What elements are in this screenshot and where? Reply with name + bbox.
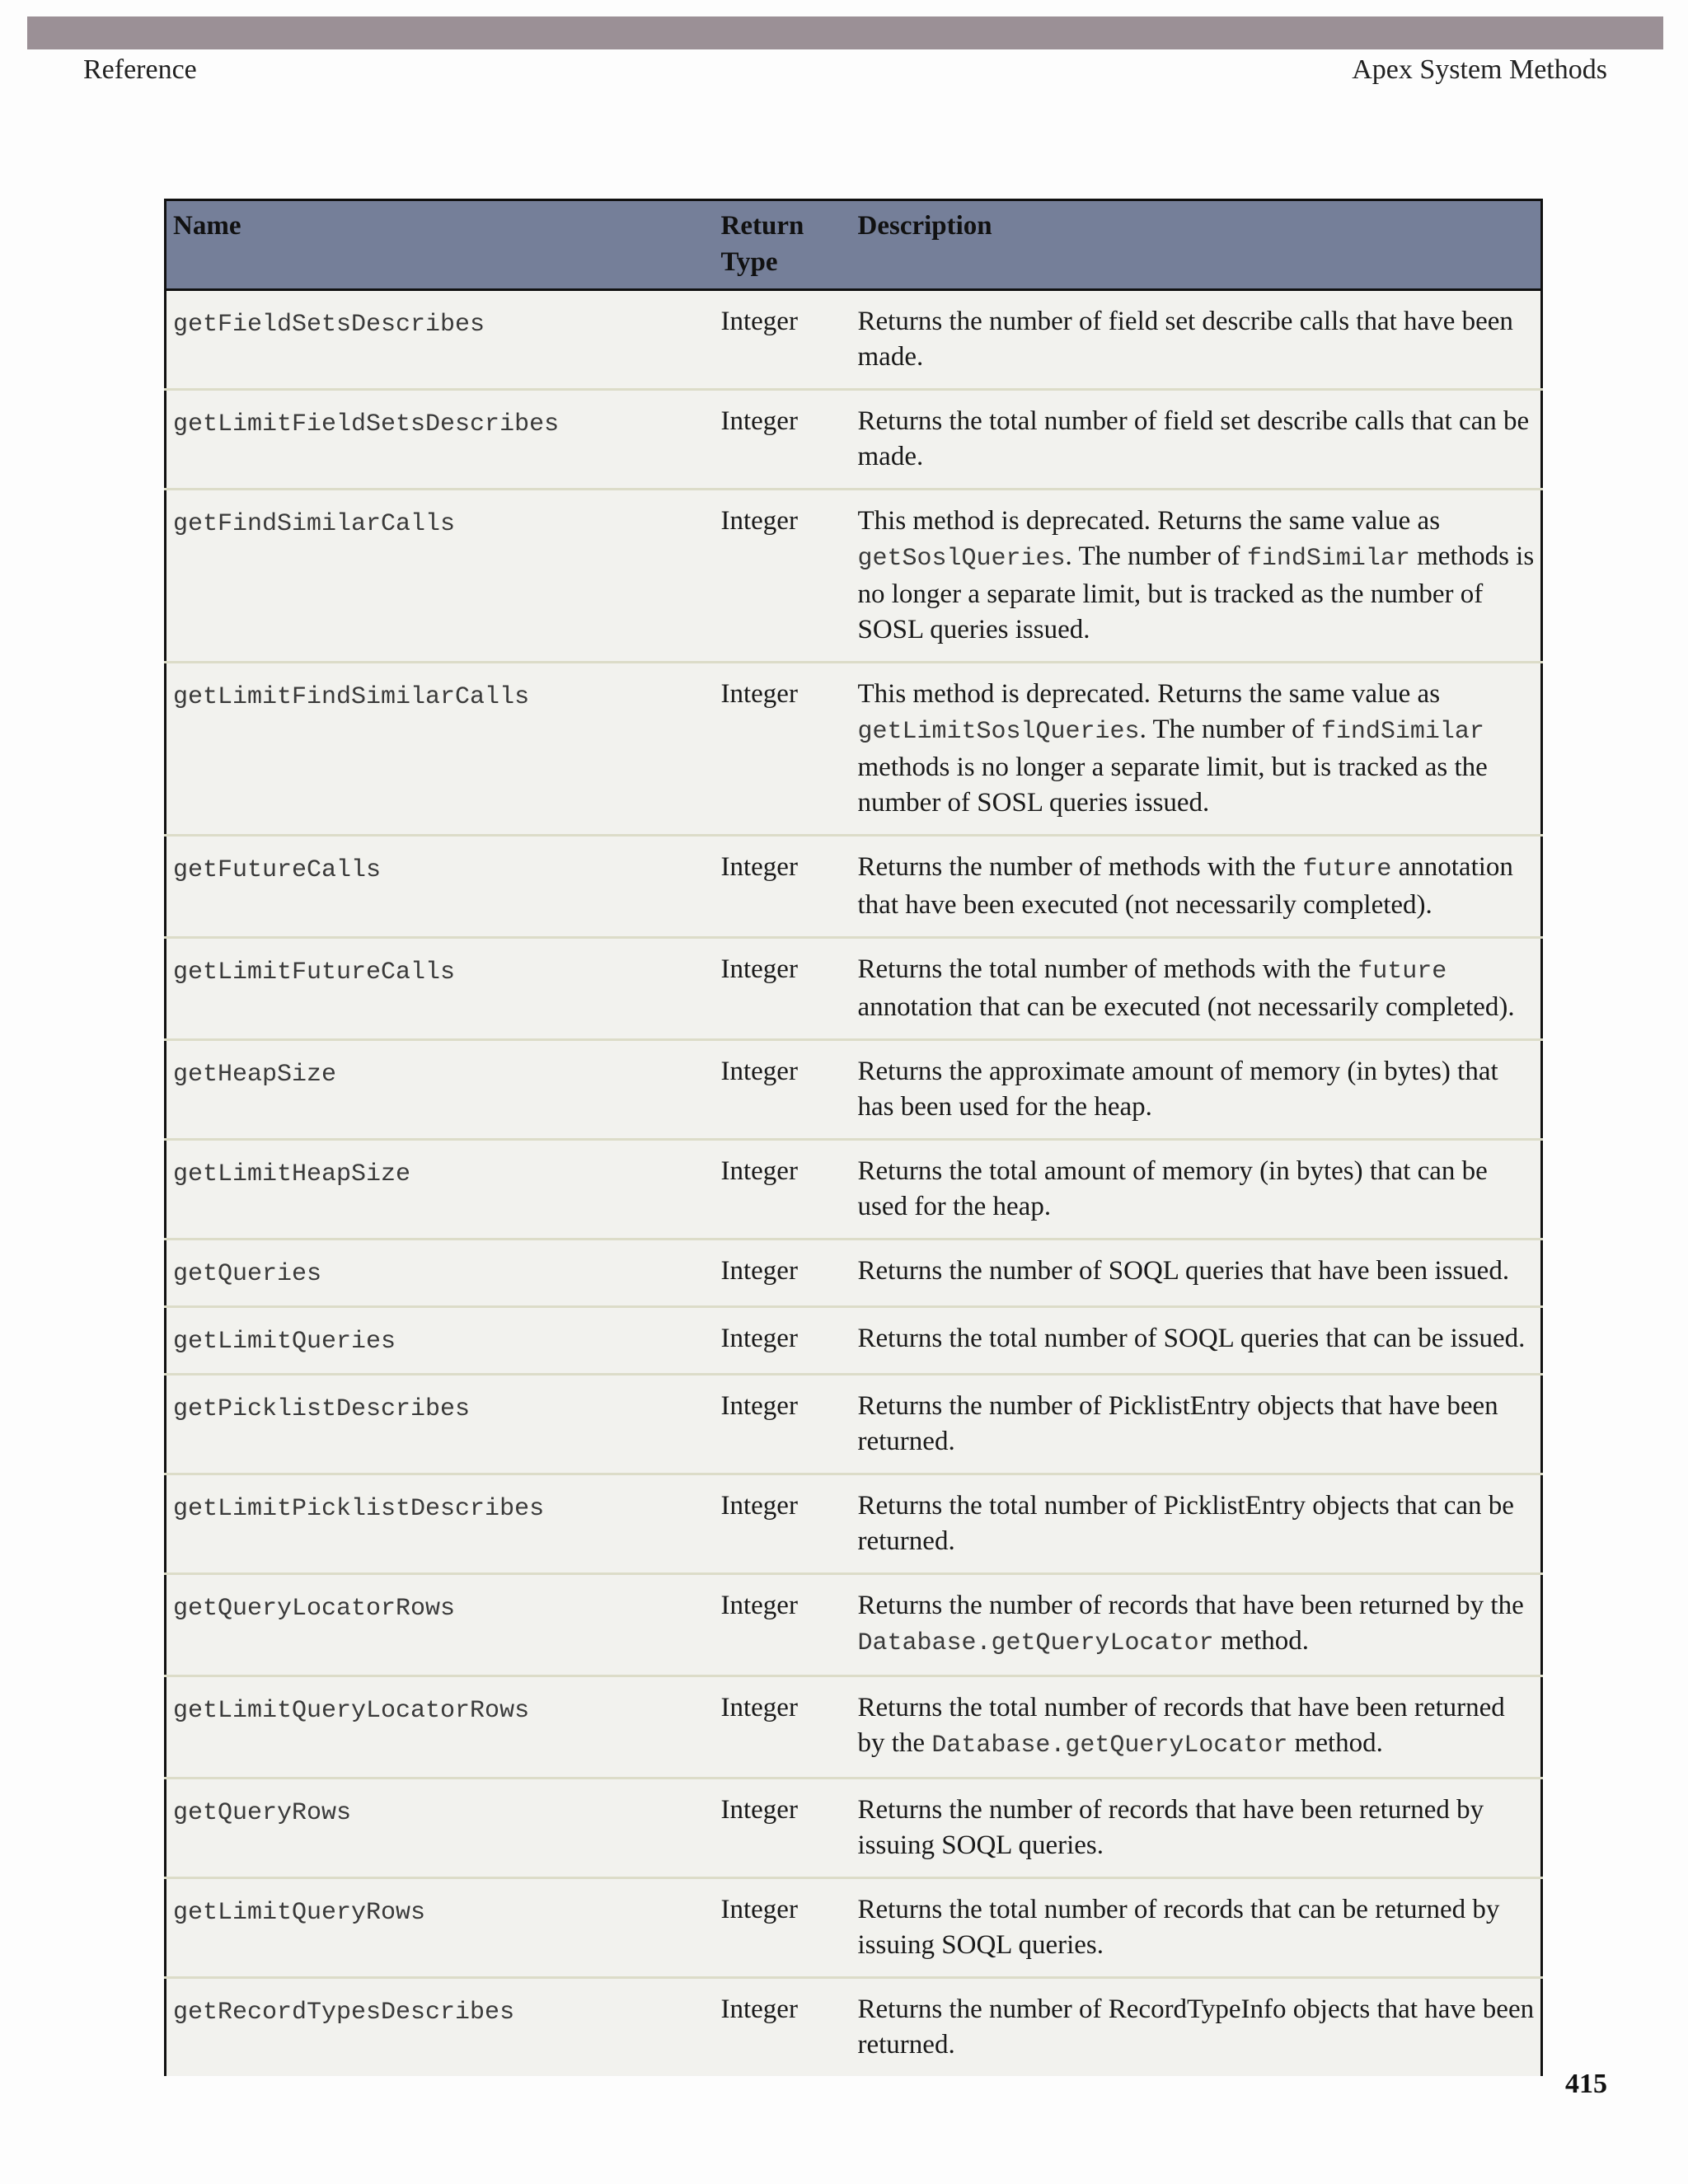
description-text: Returns the total number of records that have been returned by the: [857, 1693, 1505, 1758]
table-row: [166, 836, 1542, 938]
table-row: [166, 1375, 1542, 1474]
description-text: This method is deprecated. Returns the same value as: [857, 679, 1441, 709]
return-type: Integer: [715, 1240, 851, 1307]
method-description: [851, 390, 1542, 490]
column-header-return-type: Return Type: [715, 200, 851, 290]
return-type: Integer: [715, 490, 851, 663]
description-text: Returns the total number of field set describe calls that can be made.: [857, 406, 1530, 471]
description-text: Returns the number of SOQL queries that have been issued.: [857, 1256, 1510, 1286]
method-name: getLimitFieldSetsDescribes: [166, 390, 715, 490]
method-name: getLimitFutureCalls: [166, 938, 715, 1040]
return-type: Integer: [715, 1474, 851, 1574]
column-header-name: Name: [166, 200, 715, 290]
table-row: [166, 1676, 1542, 1779]
description-text: method.: [1287, 1728, 1383, 1758]
return-type: Integer: [715, 1676, 851, 1779]
return-type: Integer: [715, 390, 851, 490]
return-type: Integer: [715, 1040, 851, 1140]
description-text: Returns the approximate amount of memory (in bytes) that has been used for the heap.: [857, 1057, 1498, 1122]
method-description: [851, 836, 1542, 938]
table-header-row: [166, 200, 1542, 290]
return-type: Integer: [715, 938, 851, 1040]
table-row: [166, 1878, 1542, 1978]
method-description: [851, 1676, 1542, 1779]
description-text: . The number of: [1065, 541, 1247, 571]
method-name: getQueryLocatorRows: [166, 1574, 715, 1676]
return-type: Integer: [715, 1307, 851, 1375]
description-text: Returns the total number of methods with the: [857, 954, 1358, 984]
methods-table: [164, 199, 1543, 2076]
method-name: getFutureCalls: [166, 836, 715, 938]
table-row: [166, 663, 1542, 836]
method-name: getLimitQueryLocatorRows: [166, 1676, 715, 1779]
running-header-right: Apex System Methods: [1352, 54, 1607, 85]
table-row: [166, 1574, 1542, 1676]
inline-code: findSimilar: [1246, 545, 1410, 573]
description-text: annotation that have been executed (not necessarily completed).: [857, 852, 1513, 920]
return-type: Integer: [715, 1574, 851, 1676]
method-name: getLimitPicklistDescribes: [166, 1474, 715, 1574]
description-text: Returns the total number of records that can be returned by issuing SOQL queries.: [857, 1895, 1500, 1960]
page-number: 415: [1565, 2069, 1607, 2099]
table-body: [166, 290, 1542, 2077]
inline-code: future: [1302, 855, 1392, 883]
description-text: Returns the total number of SOQL queries that can be issued.: [857, 1324, 1526, 1353]
description-text: . The number of: [1139, 715, 1321, 744]
method-name: getLimitFindSimilarCalls: [166, 663, 715, 836]
description-text: Returns the number of field set describe calls that have been made.: [857, 307, 1513, 372]
description-text: Returns the total amount of memory (in bytes) that can be used for the heap.: [857, 1156, 1488, 1221]
method-name: getHeapSize: [166, 1040, 715, 1140]
inline-code: Database.getQueryLocator: [857, 1629, 1214, 1657]
method-description: [851, 1140, 1542, 1240]
return-type: Integer: [715, 1978, 851, 2077]
description-text: methods is no longer a separate limit, but is tracked as the number of SOSL queries issued.: [857, 752, 1488, 818]
method-description: [851, 490, 1542, 663]
description-text: Returns the number of records that have been returned by issuing SOQL queries.: [857, 1795, 1484, 1860]
method-name: getLimitHeapSize: [166, 1140, 715, 1240]
method-description: [851, 1574, 1542, 1676]
inline-code: Database.getQueryLocator: [931, 1732, 1288, 1760]
table-row: [166, 390, 1542, 490]
method-description: [851, 938, 1542, 1040]
description-text: methods is no longer a separate limit, but is tracked as the number of SOSL queries issued.: [857, 541, 1535, 644]
running-header-left: Reference: [83, 54, 197, 85]
description-text: Returns the total number of PicklistEntry objects that can be returned.: [857, 1491, 1514, 1556]
inline-code: getLimitSoslQueries: [857, 718, 1140, 746]
method-description: [851, 1978, 1542, 2077]
method-name: getRecordTypesDescribes: [166, 1978, 715, 2077]
table-row: [166, 1779, 1542, 1878]
return-type: Integer: [715, 1375, 851, 1474]
table-row: [166, 938, 1542, 1040]
description-text: method.: [1213, 1626, 1310, 1656]
return-type: Integer: [715, 1779, 851, 1878]
method-name: getFieldSetsDescribes: [166, 290, 715, 390]
method-description: [851, 1878, 1542, 1978]
return-type: Integer: [715, 290, 851, 390]
method-name: getFindSimilarCalls: [166, 490, 715, 663]
method-name: getLimitQueries: [166, 1307, 715, 1375]
method-name: getQueryRows: [166, 1779, 715, 1878]
method-description: [851, 1779, 1542, 1878]
method-description: [851, 1307, 1542, 1375]
table-row: [166, 290, 1542, 390]
table-row: [166, 1140, 1542, 1240]
return-type: Integer: [715, 663, 851, 836]
methods-table-container: [164, 199, 1540, 2076]
method-description: [851, 1474, 1542, 1574]
method-description: [851, 663, 1542, 836]
description-text: Returns the number of PicklistEntry objects that have been returned.: [857, 1391, 1498, 1456]
description-text: Returns the number of records that have been returned by the: [857, 1591, 1524, 1620]
inline-code: findSimilar: [1320, 718, 1484, 746]
table-row: [166, 1474, 1542, 1574]
table-row: [166, 490, 1542, 663]
method-description: [851, 1040, 1542, 1140]
description-text: Returns the number of methods with the: [857, 852, 1303, 882]
table-row: [166, 1240, 1542, 1307]
top-bar: [27, 16, 1663, 49]
method-description: [851, 1375, 1542, 1474]
description-text: annotation that can be executed (not necessarily completed).: [857, 992, 1515, 1022]
return-type: Integer: [715, 1878, 851, 1978]
description-text: Returns the number of RecordTypeInfo objects that have been returned.: [857, 1994, 1535, 2060]
description-text: This method is deprecated. Returns the same value as: [857, 506, 1441, 536]
method-name: getLimitQueryRows: [166, 1878, 715, 1978]
return-type: Integer: [715, 836, 851, 938]
inline-code: getSoslQueries: [857, 545, 1066, 573]
table-row: [166, 1978, 1542, 2077]
method-name: getQueries: [166, 1240, 715, 1307]
method-name: getPicklistDescribes: [166, 1375, 715, 1474]
table-row: [166, 1307, 1542, 1375]
method-description: [851, 1240, 1542, 1307]
table-row: [166, 1040, 1542, 1140]
return-type: Integer: [715, 1140, 851, 1240]
method-description: [851, 290, 1542, 390]
inline-code: future: [1357, 958, 1447, 986]
column-header-description: Description: [851, 200, 1542, 290]
